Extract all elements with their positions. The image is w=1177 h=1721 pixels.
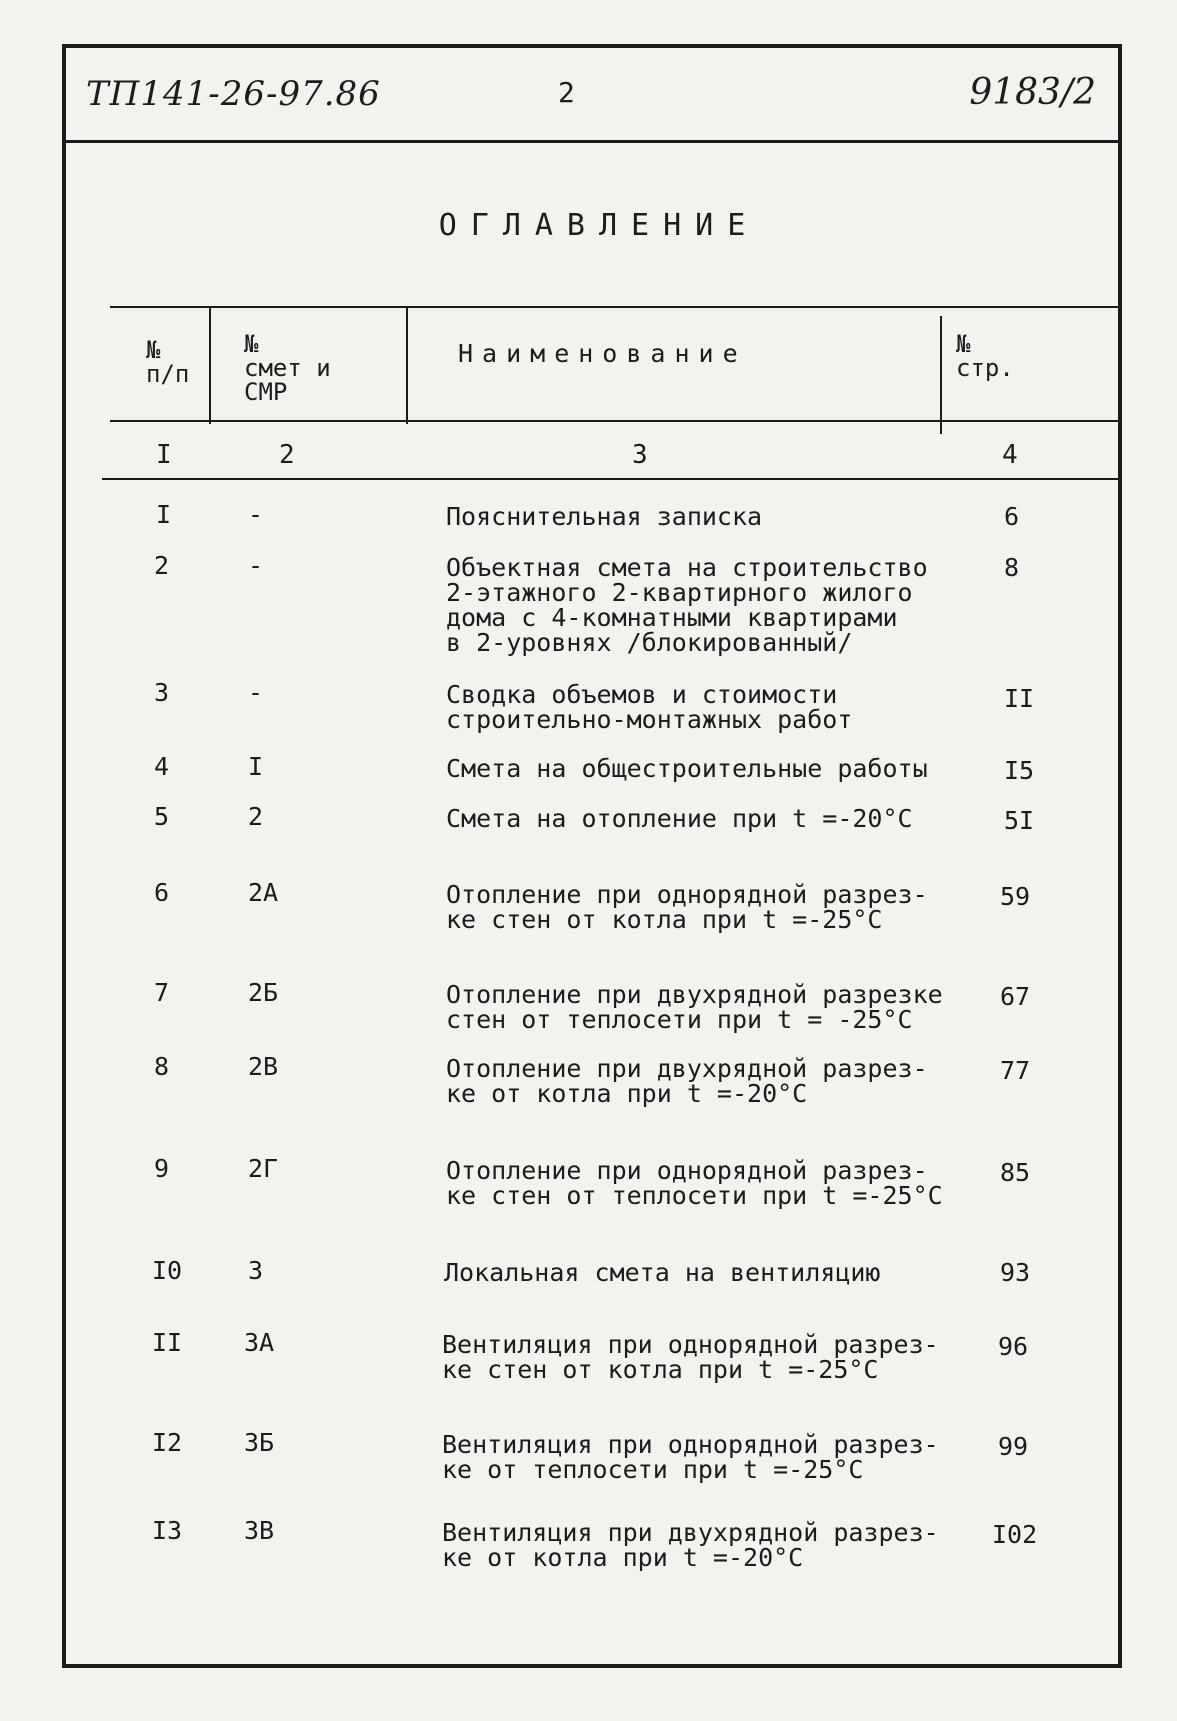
- column-number-1: I: [156, 440, 172, 470]
- document-code: ТП141-26-97.86: [86, 74, 381, 114]
- column-divider-3: [940, 316, 942, 434]
- table-top-rule: [110, 306, 1118, 308]
- row-5-page: 5I: [1004, 806, 1035, 835]
- row-7-name: Отопление при двухрядной разрезке стен от теплосети при t = -25°С: [446, 980, 943, 1034]
- row-10-page: 93: [1000, 1258, 1031, 1287]
- row-11-name: Вентиляция при однорядной разрез- ке стен от котла при t =-25°С: [442, 1330, 939, 1384]
- row-5-name: Смета на отопление при t =-20°С: [446, 804, 913, 833]
- row-11-page: 96: [998, 1332, 1029, 1361]
- column-divider-2: [406, 306, 408, 424]
- row-6-num: 6: [154, 878, 170, 907]
- header-estimate: № смет и СМР: [244, 330, 331, 406]
- row-12-estimate: 3Б: [244, 1428, 275, 1457]
- row-13-name: Вентиляция при двухрядной разрез- ке от котла при t =-20°С: [442, 1518, 939, 1572]
- row-2-name: Объектная смета на строительство 2-этажного 2-квартирного жилого дома с 4-комнатными квартирами в 2-уровнях /блокированный/: [446, 553, 928, 657]
- row-1-num: I: [156, 500, 172, 529]
- row-6-estimate: 2А: [248, 878, 279, 907]
- row-7-num: 7: [154, 978, 170, 1007]
- row-2-page: 8: [1004, 553, 1020, 582]
- header-page: № стр.: [956, 330, 1014, 382]
- row-10-num: I0: [152, 1256, 183, 1285]
- row-11-num: II: [152, 1328, 183, 1357]
- row-2-estimate: -: [248, 551, 264, 580]
- header-bottom-rule: [110, 420, 1118, 422]
- row-6-page: 59: [1000, 882, 1031, 911]
- row-1-page: 6: [1004, 502, 1020, 531]
- row-12-num: I2: [152, 1428, 183, 1457]
- row-1-name: Пояснительная записка: [446, 502, 763, 531]
- toc-title: ОГЛАВЛЕНИЕ: [438, 208, 760, 243]
- row-9-num: 9: [154, 1154, 170, 1183]
- row-6-name: Отопление при однорядной разрез- ке стен от котла при t =-25°С: [446, 880, 928, 934]
- row-3-num: 3: [154, 678, 170, 707]
- row-13-page: I02: [992, 1520, 1038, 1549]
- row-13-num: I3: [152, 1516, 183, 1545]
- row-2-num: 2: [154, 551, 170, 580]
- row-13-estimate: 3В: [244, 1516, 275, 1545]
- row-8-estimate: 2В: [248, 1052, 279, 1081]
- row-3-page: II: [1004, 684, 1035, 713]
- header-name: Наименование: [458, 339, 747, 368]
- column-number-2: 2: [279, 440, 295, 470]
- row-3-estimate: -: [248, 678, 264, 707]
- row-12-name: Вентиляция при однорядной разрез- ке от теплосети при t =-25°С: [442, 1430, 939, 1484]
- document-number: 9183/2: [969, 72, 1096, 113]
- row-7-page: 67: [1000, 982, 1031, 1011]
- row-4-estimate: I: [248, 752, 264, 781]
- document-sheet: [62, 44, 1122, 1668]
- row-12-page: 99: [998, 1432, 1029, 1461]
- row-9-name: Отопление при однорядной разрез- ке стен от теплосети при t =-25°С: [446, 1156, 943, 1210]
- row-5-estimate: 2: [248, 802, 264, 831]
- row-8-name: Отопление при двухрядной разрез- ке от котла при t =-20°С: [446, 1054, 928, 1108]
- row-1-estimate: -: [248, 500, 264, 529]
- row-11-estimate: 3А: [244, 1328, 275, 1357]
- row-10-name: Локальная смета на вентиляцию: [444, 1258, 881, 1287]
- row-10-estimate: 3: [248, 1256, 264, 1285]
- row-8-num: 8: [154, 1052, 170, 1081]
- column-numbers-rule: [102, 478, 1118, 480]
- column-number-3: 3: [632, 440, 648, 470]
- row-3-name: Сводка объемов и стоимости строительно-монтажных работ: [446, 680, 853, 734]
- header-num: № п/п: [146, 336, 190, 388]
- column-number-4: 4: [1002, 440, 1018, 470]
- page-number: 2: [558, 76, 575, 109]
- row-8-page: 77: [1000, 1056, 1031, 1085]
- row-4-num: 4: [154, 752, 170, 781]
- row-5-num: 5: [154, 802, 170, 831]
- row-7-estimate: 2Б: [248, 978, 279, 1007]
- row-9-page: 85: [1000, 1158, 1031, 1187]
- row-4-page: I5: [1004, 756, 1035, 785]
- row-4-name: Смета на общестроительные работы: [446, 754, 928, 783]
- row-9-estimate: 2Г: [248, 1154, 279, 1183]
- column-divider-1: [209, 306, 211, 424]
- header-divider: [66, 140, 1118, 143]
